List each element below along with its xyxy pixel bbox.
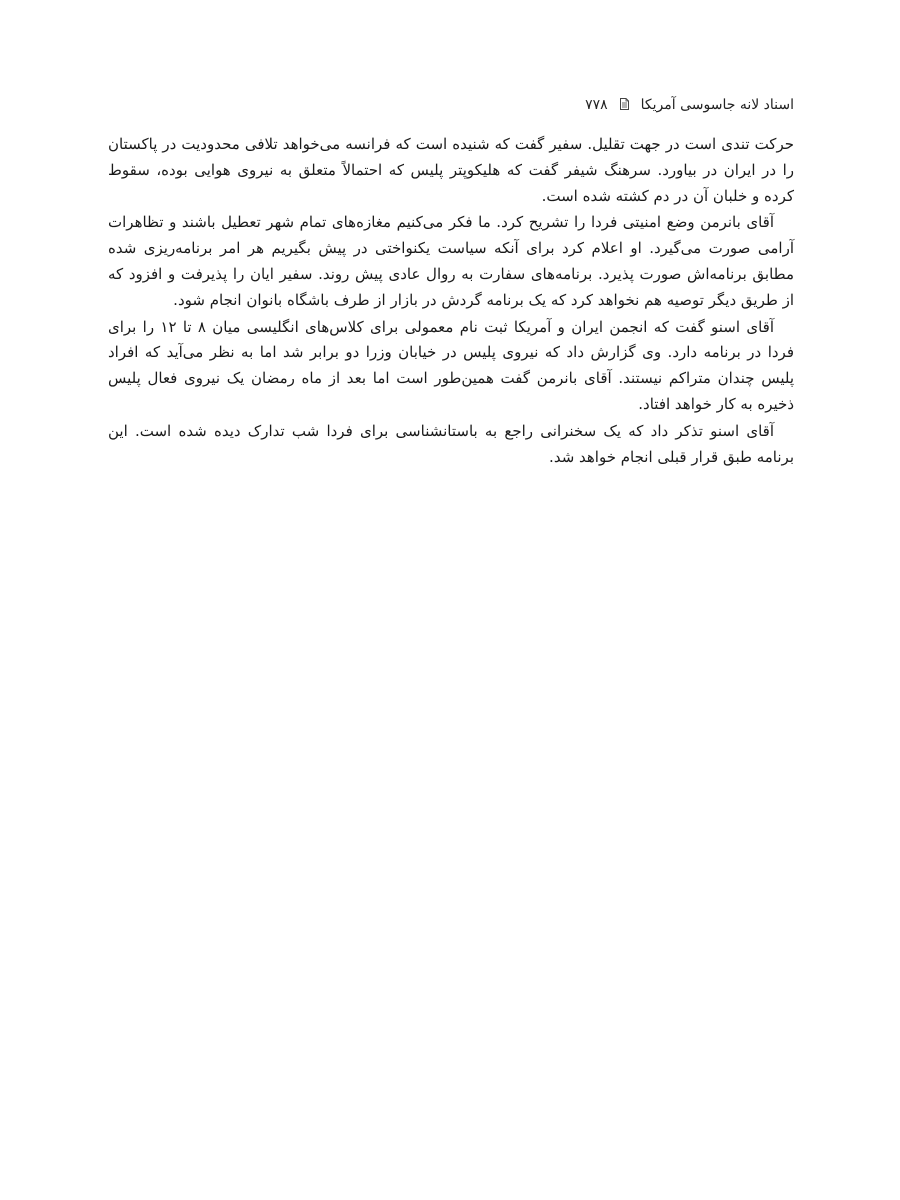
page-number: ۷۷۸ (585, 97, 608, 113)
body-text (108, 132, 794, 471)
paragraph: آقای اسنو گفت که انجمن ایران و آمریکا ثبت نام معمولی برای کلاس‌های انگلیسی میان ۸ تا ۱۲ را برای فردا در برنامه دارد. وی گزارش داد که نیروی پلیس در خیابان وزرا دو برابر شد اما به نظر می‌آید که افراد پلیس چندان متراکم نیستند. آقای بانرمن گفت همین‌طور است اما بعد از ماه رمضان یک نیروی فعال پلیس ذخیره به کار خواهد افتاد. (108, 317, 794, 413)
paragraph: آقای اسنو تذکر داد که یک سخنرانی راجع به باستانشناسی برای فردا شب تدارک دیده شده است. این برنامه طبق قرار قبلی انجام خواهد شد. (108, 421, 794, 466)
document-icon (620, 98, 629, 110)
paragraph: حرکت تندی است در جهت تقلیل. سفیر گفت که شنیده است که فرانسه می‌خواهد تلافی محدودیت در پاکستان را در ایران در بیاورد. سرهنگ شیفر گفت که هلیکوپتر پلیس که احتمالاً متعلق به نیروی هوایی بوده، سقوط کرده و خلبان آن در دم کشته شده است. (108, 135, 794, 205)
book-title: اسناد لانه جاسوسی آمریکا (640, 97, 794, 113)
paragraph: آقای بانرمن وضع امنیتی فردا را تشریح کرد. ما فکر می‌کنیم مغازه‌های تمام شهر تعطیل باشند و تظاهرات آرامی صورت می‌گیرد. او اعلام کرد برای آنکه سیاست یکنواختی در پیش بگیریم هر امر برنامه‌ریزی شده مطابق برنامه‌اش صورت پذیرد. برنامه‌های سفارت به روال عادی پیش روند. سفیر ایان را پذیرفت و افزود که از طریق دیگر توصیه هم نخواهد کرد که یک برنامه گردش در بازار از طرف باشگاه بانوان انجام شود. (108, 213, 794, 309)
running-header (108, 94, 794, 116)
